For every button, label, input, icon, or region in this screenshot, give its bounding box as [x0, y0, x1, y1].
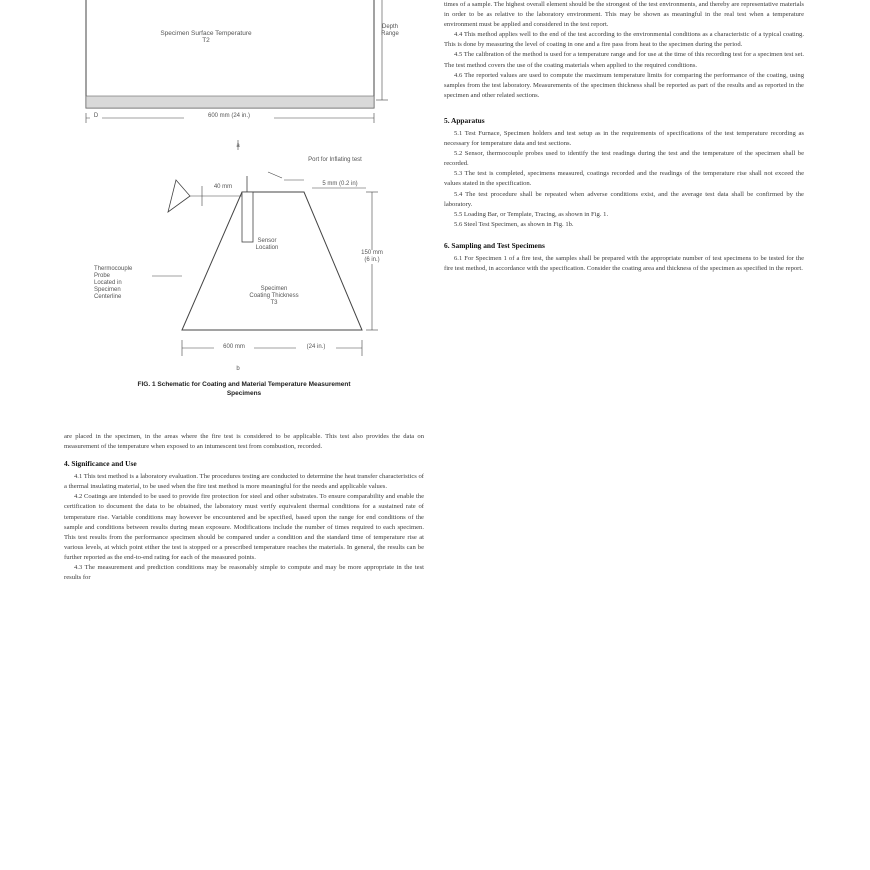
right-paragraph-2: 4.4 This method applies well to the end of the test according to the environmental conditions as a characteristic of a typical coating. This is done by measuring the level of coating in one and a fire pass from heat to the specimen during the period.	[444, 31, 804, 49]
bottom-panel-specimen-label: Specimen	[260, 286, 288, 292]
right-column	[444, 0, 804, 274]
top-panel-label-1: Specimen Surface Temperature	[160, 30, 252, 37]
right-paragraph-1: times of a sample. The highest overall element should be the strongest of the test environments, and thereby are representative materials in order to be as relative to the laboratory environment. This may be shown as meaningful in the real test when a temperature environment must be applied and considered in the test report.	[444, 1, 804, 29]
bottom-panel-left-dim: 40 mm	[206, 184, 240, 191]
figure-caption	[64, 380, 424, 398]
side-note-4: Centerline	[94, 294, 122, 300]
bottom-panel-t3-label: T3	[270, 300, 278, 306]
bottom-panel-top-dim: 5 mm (0.2 in)	[322, 181, 358, 187]
figure-caption-line-1: FIG. 1 Schematic for Coating and Material Temperature Measurement	[137, 381, 351, 388]
bottom-panel-right-dim-2: (6 in.)	[364, 257, 380, 263]
intro-paragraph: are placed in the specimen, in the areas where the fire test is considered to be applicable. This test also provides the data on measurement of the temperature when exposed to an intumescent test from combustion, recorded.	[64, 433, 424, 451]
bottom-panel-location-label: Location	[255, 245, 279, 251]
section-4-heading: 4. Significance and Use	[64, 459, 137, 469]
paragraph-5-6: 5.6 Steel Test Specimen, as shown in Fig. 1b.	[454, 220, 574, 228]
figure-caption-line-2: Specimens	[226, 390, 262, 397]
left-column	[64, 432, 424, 583]
bottom-panel-bottom-dim-left: 600 mm	[214, 344, 254, 351]
side-note-1: Thermocouple Probe	[94, 266, 133, 279]
paragraph-4-3: 4.3 The measurement and prediction conditions may be reasonably simple to compute and may be more appropriate in the test results for	[64, 564, 424, 582]
bottom-panel-letter: b	[236, 366, 240, 372]
section-5-heading: 5. Apparatus	[444, 115, 485, 125]
paragraph-5-2: 5.2 Sensor, thermocouple probes used to identify the test readings during the test and the temperature of the specimen shall be recorded.	[444, 150, 804, 168]
figure-diagram	[64, 0, 424, 380]
side-note-2: Located in	[94, 280, 122, 286]
paragraph-5-5: 5.5 Loading Bar, or Template, Tracing, as shown in Fig. 1.	[454, 210, 609, 218]
bottom-panel-coating-label: Coating Thickness	[249, 293, 299, 299]
right-paragraph-4: 4.6 The reported values are used to compute the maximum temperature limits for comparing the performance of the coating, using samples from the test laboratory. Measurements of the specimen thickness shall be reported as part of the results and as reported in the specimen and other related sections.	[444, 71, 804, 99]
paragraph-5-1: 5.1 Test Furnace, Specimen holders and test setup as in the requirements of specifications of the test temperature recording as necessary for temperature data and test sections.	[444, 129, 804, 148]
side-note-3: Specimen	[94, 287, 121, 293]
paragraph-5-3: 5.3 The test is completed, specimens measured, coatings recorded and the readings of the temperature rise shall not exceed the values stated in the specification.	[444, 170, 804, 188]
top-panel-side-label-2: Range	[381, 31, 399, 37]
top-panel-bottom-dim: 600 mm (24 in.)	[184, 113, 274, 120]
bottom-panel-sensor-label: Sensor	[257, 238, 277, 244]
bottom-panel-right-dim-1: 150 mm	[361, 250, 383, 256]
paragraph-5-4: 5.4 The test procedure shall be repeated when adverse conditions exist, and the average test data shall be confirmed by the laboratory.	[444, 190, 804, 208]
top-panel-letter: a	[236, 143, 240, 149]
top-panel-label-2: T2	[202, 37, 210, 44]
paragraph-4-2: 4.2 Coatings are intended to be used to provide fire protection for steel and other substrates. To ensure comparability and enable the certification to document the data to be obtained, the laboratory must verify equivalent thermal conditions for a sustained rate of temperature rise. Variable conditions may however be encountered and be specified, based upon the range for end conditions of the sample and conditions between results during mean exposure. Modifications include the number of times required to each specimen. This test results from the performance specimen should be compared under a condition and the standard time of temperature rise at various levels, at which point either the test is stopped or a prescribed temperature reaches the materials. In general, the results can be further reported as the end-to-end rating for each of the measured points.	[64, 493, 424, 561]
top-panel-left-dim: D	[90, 113, 102, 120]
right-paragraph-3: 4.5 The calibration of the method is used for a temperature range and for use at the time of this recording test for a specimen test set. The test method covers the use of the coating materials when applied to the required conditions.	[444, 51, 804, 69]
bottom-panel-bottom-dim-right: (24 in.)	[296, 344, 336, 351]
bottom-panel-top-label: Port for Inflating test	[308, 157, 362, 163]
top-panel-side-label-1: Depth	[381, 24, 398, 30]
paragraph-6-1: 6.1 For Specimen 1 of a fire test, the samples shall be prepared with the appropriate number of test specimens to be tested for the fire test method, in accordance with the specification. Consider the coating area and thickness of the specimen as specified in the report.	[444, 254, 804, 272]
figure-1	[64, 0, 424, 395]
paragraph-4-1: 4.1 This test method is a laboratory evaluation. The procedures testing are conducted to determine the heat transfer characteristics of a thermal insulating material, to be used when the fire test method is more meaningful for the needs and applicable values.	[64, 473, 424, 491]
section-6-heading: 6. Sampling and Test Specimens	[444, 240, 545, 250]
